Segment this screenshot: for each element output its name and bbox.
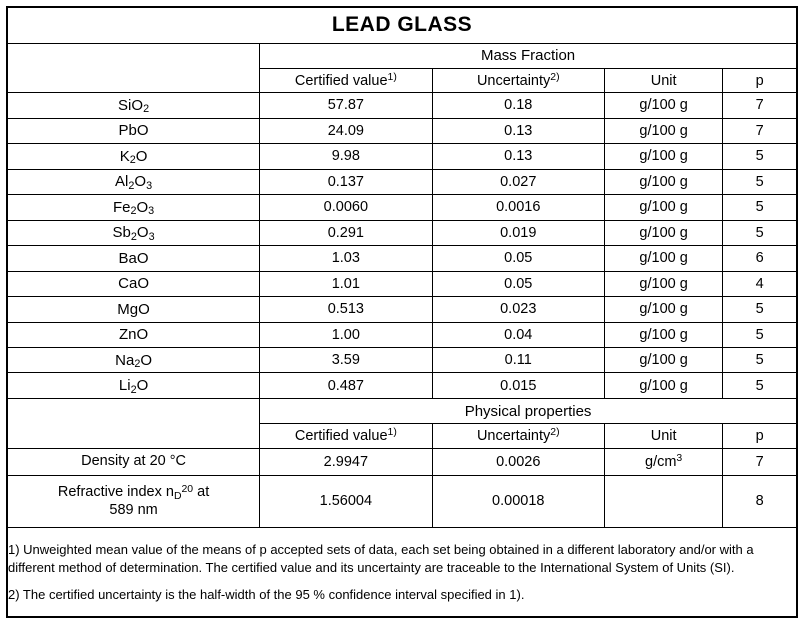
physical-properties-group-row — [7, 398, 797, 423]
table-row — [7, 118, 797, 143]
certified-value — [260, 475, 432, 528]
certified-value: 0.291 — [260, 220, 432, 245]
uncertainty-value: 0.05 — [432, 246, 604, 271]
certified-value: 0.137 — [260, 169, 432, 194]
physical-properties-group-header: Physical properties — [260, 398, 797, 423]
certified-value: 1.00 — [260, 322, 432, 347]
footnote-2: 2) The certified uncertainty is the half-width of the 95 % confidence interval specified in 1). — [8, 586, 525, 602]
physical-properties-header-blank — [7, 398, 260, 448]
table-row — [7, 93, 797, 118]
analyte-name: $Na_2O$ — [7, 347, 260, 372]
footnote-mark-2-pp: 2) — [550, 427, 560, 439]
unit-value: g/100 g — [604, 297, 722, 322]
uncertainty-value: 0.13 — [432, 144, 604, 169]
table-row — [7, 297, 797, 322]
table-row — [7, 347, 797, 372]
column-header-unit: Unit — [604, 69, 722, 93]
uncertainty-value: 0.0016 — [432, 195, 604, 220]
table-row — [7, 475, 797, 528]
certified-value: 0.513 — [260, 297, 432, 322]
p-value: 7 — [723, 118, 797, 143]
p-value: 5 — [723, 322, 797, 347]
column-header-certified-value-pp — [260, 424, 432, 448]
analyte-name: $Fe_2O_3$ — [7, 195, 260, 220]
analyte-name: CaO — [7, 271, 260, 296]
uncertainty-value: 0.015 — [432, 373, 604, 398]
unit-value: g/100 g — [604, 322, 722, 347]
column-header-certified-value — [260, 69, 432, 93]
certified-value: 0.487 — [260, 373, 432, 398]
certified-value: 0.0060 — [260, 195, 432, 220]
column-header-unit-pp: Unit — [604, 424, 722, 448]
column-header-p-pp: p — [723, 424, 797, 448]
uncertainty-value: 0.023 — [432, 297, 604, 322]
table-row — [7, 448, 797, 475]
mass-fraction-group-header: Mass Fraction — [260, 43, 797, 68]
p-value: 7 — [723, 93, 797, 118]
analyte-name: MgO — [7, 297, 260, 322]
footnote-mark-2: 2) — [550, 71, 560, 83]
footnotes — [7, 528, 797, 617]
column-header-uncertainty-label: Uncertainty — [476, 72, 551, 89]
certified-value: 57.87 — [260, 93, 432, 118]
unit-value: g/100 g — [604, 169, 722, 194]
analyte-name: PbO — [7, 118, 260, 143]
uncertainty-value: 0.13 — [432, 118, 604, 143]
analyte-name: ZnO — [7, 322, 260, 347]
p-value-text: 8 — [755, 493, 764, 510]
uncertainty-value-text: 0.00018 — [492, 493, 545, 510]
table-row — [7, 220, 797, 245]
table-row — [7, 195, 797, 220]
analyte-name: $Sb_2O_3$ — [7, 220, 260, 245]
analyte-name: $Li_2O$ — [7, 373, 260, 398]
unit-value — [604, 475, 722, 528]
certified-value: 1.01 — [260, 271, 432, 296]
unit-value: g/100 g — [604, 373, 722, 398]
p-value: 5 — [723, 144, 797, 169]
uncertainty-value: 0.05 — [432, 271, 604, 296]
unit-value: g/100 g — [604, 347, 722, 372]
table-row — [7, 246, 797, 271]
property-label: Refractive index $n_D^{20}$ at 589 nm — [7, 475, 260, 528]
certified-value: 9.98 — [260, 144, 432, 169]
footnote-1: 1) Unweighted mean value of the means of p accepted sets of data, each set being obtained in a different laboratory and/or with a different method of determination. The certified value and its uncertainty are traceable to the International System of Units (SI). — [8, 542, 754, 575]
certified-value-text: 1.56004 — [319, 493, 373, 510]
column-header-p: p — [723, 69, 797, 93]
p-value: 4 — [723, 271, 797, 296]
uncertainty-value: 0.019 — [432, 220, 604, 245]
p-value: 5 — [723, 347, 797, 372]
p-value: 5 — [723, 373, 797, 398]
unit-value: $g/cm^3$ — [604, 448, 722, 475]
uncertainty-value: 0.11 — [432, 347, 604, 372]
p-value: 5 — [723, 297, 797, 322]
certified-value: 24.09 — [260, 118, 432, 143]
column-header-uncertainty-pp — [432, 424, 604, 448]
unit-value: g/100 g — [604, 220, 722, 245]
title-row — [7, 7, 797, 43]
footnote-mark-1-pp: 1) — [387, 427, 397, 439]
p-value: 6 — [723, 246, 797, 271]
column-header-uncertainty-pp-label: Uncertainty — [476, 427, 551, 444]
uncertainty-value — [432, 475, 604, 528]
unit-value: g/100 g — [604, 144, 722, 169]
uncertainty-value: 0.18 — [432, 93, 604, 118]
page-title: LEAD GLASS — [7, 7, 797, 43]
p-value: 7 — [723, 448, 797, 475]
table-row — [7, 144, 797, 169]
footnotes-row — [7, 528, 797, 617]
unit-value: g/100 g — [604, 246, 722, 271]
property-label: Density at 20 °C — [7, 448, 260, 475]
analyte-name: BaO — [7, 246, 260, 271]
analyte-header-blank — [7, 43, 260, 93]
certificate-table — [6, 6, 798, 618]
certified-value: 1.03 — [260, 246, 432, 271]
certified-value: 3.59 — [260, 347, 432, 372]
p-value: 5 — [723, 169, 797, 194]
analyte-name: $Al_2O_3$ — [7, 169, 260, 194]
analyte-name: $K_2O$ — [7, 144, 260, 169]
table-row — [7, 373, 797, 398]
uncertainty-value: 0.027 — [432, 169, 604, 194]
column-header-uncertainty — [432, 69, 604, 93]
unit-value: g/100 g — [604, 118, 722, 143]
p-value — [723, 475, 797, 528]
unit-value: g/100 g — [604, 93, 722, 118]
p-value: 5 — [723, 220, 797, 245]
unit-value: g/100 g — [604, 271, 722, 296]
column-header-certified-value-label: Certified value — [294, 72, 388, 89]
mass-fraction-group-row — [7, 43, 797, 68]
uncertainty-value: 0.0026 — [432, 448, 604, 475]
p-value: 5 — [723, 195, 797, 220]
unit-value: g/100 g — [604, 195, 722, 220]
column-header-certified-value-pp-label: Certified value — [294, 427, 388, 444]
table-row — [7, 169, 797, 194]
footnote-mark-1: 1) — [387, 71, 397, 83]
uncertainty-value: 0.04 — [432, 322, 604, 347]
analyte-name: SiO$_2$ — [7, 93, 260, 118]
table-row — [7, 271, 797, 296]
certified-value: 2.9947 — [260, 448, 432, 475]
table-row — [7, 322, 797, 347]
